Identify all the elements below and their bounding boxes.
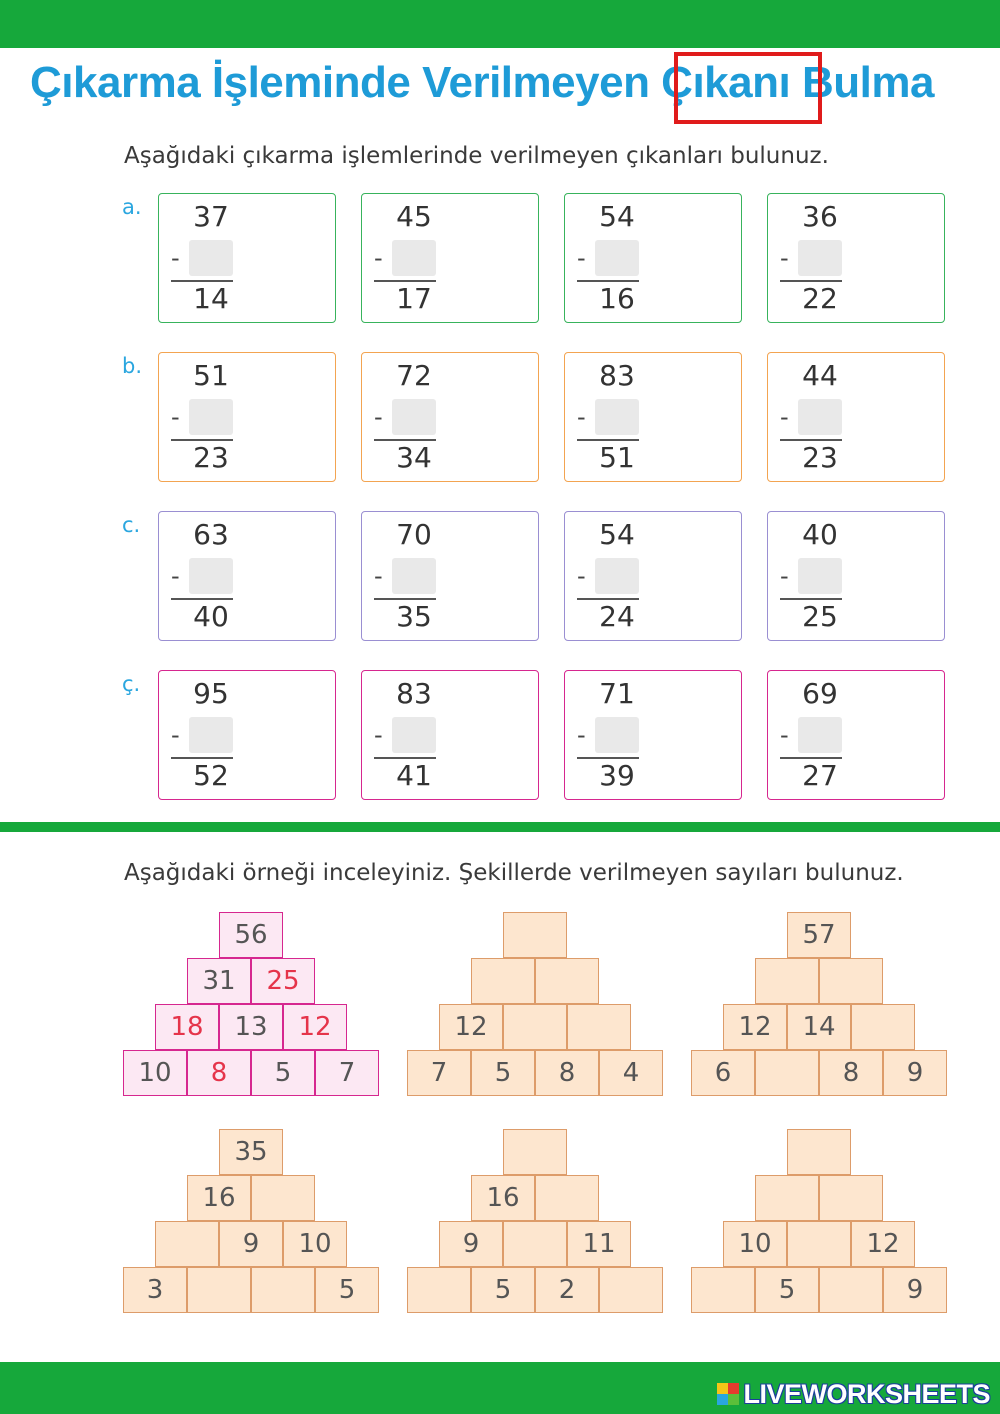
minuend: 36 (802, 200, 838, 233)
answer-input-box[interactable] (189, 717, 233, 753)
pyramid-cell: 12 (439, 1004, 503, 1050)
problem-card (158, 511, 336, 641)
answer-input-box[interactable] (392, 717, 436, 753)
top-green-bar (0, 0, 1000, 48)
pyramid-cell: 12 (723, 1004, 787, 1050)
title-part-1: Çıkarma İşleminde Verilmeyen (30, 58, 662, 107)
answer-input-box[interactable] (392, 558, 436, 594)
difference: 41 (396, 759, 432, 792)
pyramid-empty-cell[interactable] (691, 1267, 755, 1313)
minuend: 51 (193, 359, 229, 392)
pyramid-empty-cell[interactable] (755, 958, 819, 1004)
minus-sign: - (171, 244, 180, 272)
answer-input-box[interactable] (189, 240, 233, 276)
minus-sign: - (780, 403, 789, 431)
pyramid-cell: 9 (883, 1050, 947, 1096)
pyramid-empty-cell[interactable] (187, 1267, 251, 1313)
answer-input-box[interactable] (798, 399, 842, 435)
row-label: b. (122, 354, 143, 378)
pyramid-cell: 5 (251, 1050, 315, 1096)
problem-card (564, 352, 742, 482)
minuend: 54 (599, 200, 635, 233)
minuend: 54 (599, 518, 635, 551)
answer-input-box[interactable] (189, 558, 233, 594)
row-label: c. (122, 513, 141, 537)
pyramid-empty-cell[interactable] (535, 1175, 599, 1221)
minuend: 72 (396, 359, 432, 392)
section2-instruction: Aşağıdaki örneği inceleyiniz. Şekillerde verilmeyen sayıları bulunuz. (124, 860, 904, 886)
problem-card (564, 193, 742, 323)
answer-input-box[interactable] (798, 558, 842, 594)
minuend: 83 (396, 677, 432, 710)
pyramid-cell: 12 (851, 1221, 915, 1267)
problem-card (361, 352, 539, 482)
minus-sign: - (374, 403, 383, 431)
difference: 51 (599, 441, 635, 474)
minus-sign: - (577, 721, 586, 749)
answer-input-box[interactable] (595, 717, 639, 753)
exercise-pyramid (407, 1129, 665, 1315)
logo-text: LIVEWORKSHEETS (743, 1378, 990, 1409)
example-pyramid (123, 912, 381, 1098)
pyramid-cell: 9 (883, 1267, 947, 1313)
difference: 16 (599, 282, 635, 315)
answer-input-box[interactable] (392, 399, 436, 435)
minus-sign: - (780, 721, 789, 749)
problem-card (158, 670, 336, 800)
minuend: 40 (802, 518, 838, 551)
pyramid-cell: 35 (219, 1129, 283, 1175)
row-label: ç. (122, 672, 141, 696)
answer-input-box[interactable] (595, 399, 639, 435)
difference: 23 (802, 441, 838, 474)
exercise-pyramid (123, 1129, 381, 1315)
pyramid-empty-cell[interactable] (503, 1221, 567, 1267)
section1-instruction: Aşağıdaki çıkarma işlemlerinde verilmeyen çıkanları bulunuz. (124, 143, 829, 169)
pyramid-empty-cell[interactable] (787, 1221, 851, 1267)
pyramid-cell: 5 (315, 1267, 379, 1313)
pyramid-empty-cell[interactable] (819, 1175, 883, 1221)
difference: 27 (802, 759, 838, 792)
difference: 24 (599, 600, 635, 633)
problem-card (767, 193, 945, 323)
pyramid-cell: 8 (819, 1050, 883, 1096)
pyramid-cell: 2 (535, 1267, 599, 1313)
problem-card (361, 193, 539, 323)
pyramid-cell: 14 (787, 1004, 851, 1050)
pyramid-cell: 10 (283, 1221, 347, 1267)
pyramid-empty-cell[interactable] (787, 1129, 851, 1175)
pyramid-empty-cell[interactable] (251, 1175, 315, 1221)
minuend: 70 (396, 518, 432, 551)
answer-input-box[interactable] (798, 717, 842, 753)
difference: 52 (193, 759, 229, 792)
pyramid-empty-cell[interactable] (755, 1050, 819, 1096)
liveworksheets-logo-icon (717, 1383, 739, 1405)
pyramid-cell: 18 (155, 1004, 219, 1050)
pyramid-cell: 13 (219, 1004, 283, 1050)
difference: 22 (802, 282, 838, 315)
pyramid-cell: 6 (691, 1050, 755, 1096)
problem-card (564, 511, 742, 641)
pyramid-cell: 5 (471, 1050, 535, 1096)
title-part-2: Bulma (790, 58, 934, 107)
minus-sign: - (374, 721, 383, 749)
row-label: a. (122, 195, 142, 219)
pyramid-cell: 11 (567, 1221, 631, 1267)
problem-card (361, 670, 539, 800)
pyramid-empty-cell[interactable] (599, 1267, 663, 1313)
pyramid-cell: 4 (599, 1050, 663, 1096)
pyramid-cell: 57 (787, 912, 851, 958)
answer-input-box[interactable] (189, 399, 233, 435)
pyramid-cell: 31 (187, 958, 251, 1004)
minus-sign: - (171, 721, 180, 749)
liveworksheets-logo[interactable] (717, 1378, 990, 1410)
minuend: 63 (193, 518, 229, 551)
minus-sign: - (780, 244, 789, 272)
pyramid-empty-cell[interactable] (503, 912, 567, 958)
minus-sign: - (577, 403, 586, 431)
minus-sign: - (577, 562, 586, 590)
pyramid-empty-cell[interactable] (503, 1129, 567, 1175)
pyramid-empty-cell[interactable] (251, 1267, 315, 1313)
pyramid-cell: 9 (439, 1221, 503, 1267)
problem-card (158, 193, 336, 323)
difference: 25 (802, 600, 838, 633)
title-highlight-box (674, 52, 822, 124)
title-highlight-word: Çıkanı (661, 58, 791, 107)
minuend: 44 (802, 359, 838, 392)
difference: 35 (396, 600, 432, 633)
pyramid-cell: 25 (251, 958, 315, 1004)
minuend: 69 (802, 677, 838, 710)
problem-card (361, 511, 539, 641)
difference: 40 (193, 600, 229, 633)
pyramid-cell: 10 (123, 1050, 187, 1096)
pyramid-empty-cell[interactable] (503, 1004, 567, 1050)
problem-card (767, 352, 945, 482)
pyramid-cell: 16 (187, 1175, 251, 1221)
minus-sign: - (577, 244, 586, 272)
difference: 17 (396, 282, 432, 315)
minuend: 45 (396, 200, 432, 233)
pyramid-empty-cell[interactable] (155, 1221, 219, 1267)
pyramid-cell: 16 (471, 1175, 535, 1221)
pyramid-cell: 56 (219, 912, 283, 958)
exercise-pyramid (691, 1129, 949, 1315)
minuend: 71 (599, 677, 635, 710)
answer-input-box[interactable] (392, 240, 436, 276)
pyramid-empty-cell[interactable] (567, 1004, 631, 1050)
pyramid-cell: 7 (407, 1050, 471, 1096)
problem-card (158, 352, 336, 482)
pyramid-cell: 5 (755, 1267, 819, 1313)
pyramid-cell: 5 (471, 1267, 535, 1313)
problem-card (564, 670, 742, 800)
difference: 34 (396, 441, 432, 474)
pyramid-empty-cell[interactable] (819, 958, 883, 1004)
pyramid-empty-cell[interactable] (407, 1267, 471, 1313)
minus-sign: - (171, 403, 180, 431)
pyramid-empty-cell[interactable] (471, 958, 535, 1004)
pyramid-empty-cell[interactable] (755, 1175, 819, 1221)
minuend: 83 (599, 359, 635, 392)
pyramid-empty-cell[interactable] (851, 1004, 915, 1050)
difference: 14 (193, 282, 229, 315)
problem-card (767, 670, 945, 800)
problem-card (767, 511, 945, 641)
pyramid-empty-cell[interactable] (535, 958, 599, 1004)
difference: 39 (599, 759, 635, 792)
pyramid-cell: 8 (187, 1050, 251, 1096)
exercise-pyramid (691, 912, 949, 1098)
pyramid-cell: 9 (219, 1221, 283, 1267)
answer-input-box[interactable] (798, 240, 842, 276)
pyramid-cell: 12 (283, 1004, 347, 1050)
minus-sign: - (171, 562, 180, 590)
pyramid-cell: 8 (535, 1050, 599, 1096)
middle-green-bar (0, 822, 1000, 832)
pyramid-cell: 7 (315, 1050, 379, 1096)
minus-sign: - (374, 562, 383, 590)
minuend: 95 (193, 677, 229, 710)
answer-input-box[interactable] (595, 558, 639, 594)
minus-sign: - (374, 244, 383, 272)
exercise-pyramid (407, 912, 665, 1098)
answer-input-box[interactable] (595, 240, 639, 276)
minus-sign: - (780, 562, 789, 590)
pyramid-cell: 10 (723, 1221, 787, 1267)
pyramid-cell: 3 (123, 1267, 187, 1313)
difference: 23 (193, 441, 229, 474)
minuend: 37 (193, 200, 229, 233)
pyramid-empty-cell[interactable] (819, 1267, 883, 1313)
